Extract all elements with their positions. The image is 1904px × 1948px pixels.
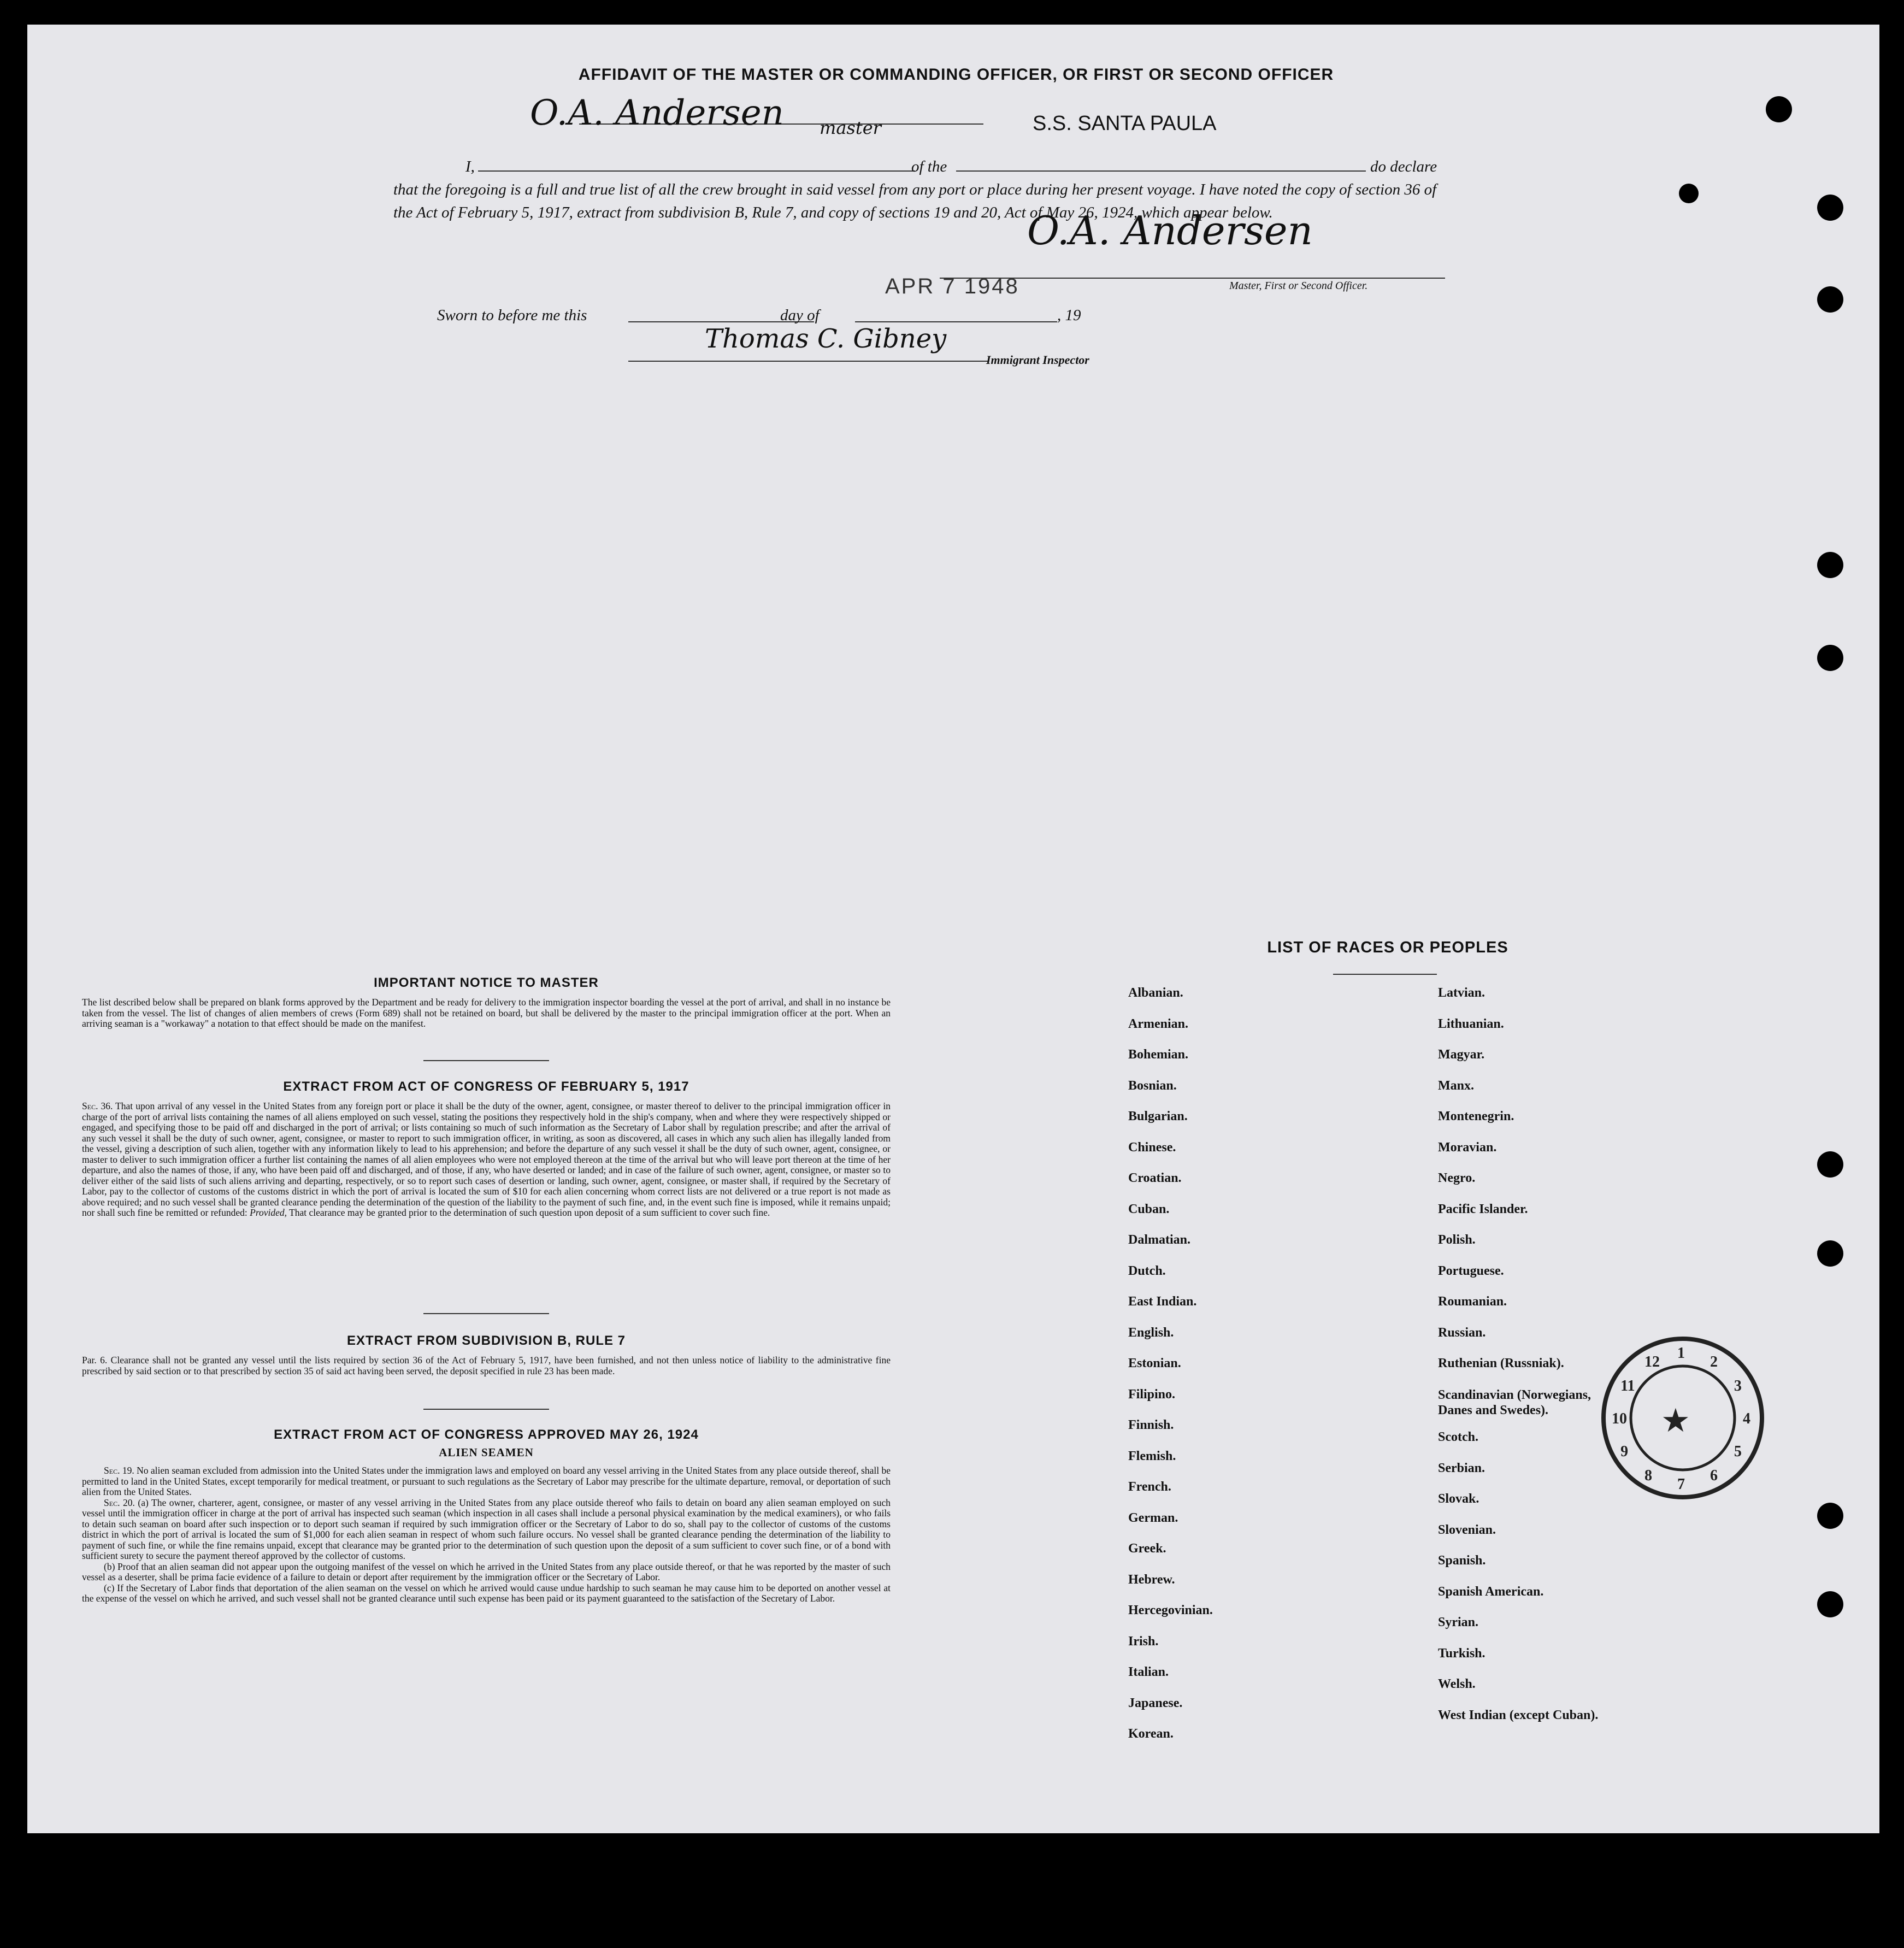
race-item: Portuguese. [1438, 1263, 1504, 1278]
extract-1924-subtitle: ALIEN SEAMEN [439, 1446, 534, 1459]
race-item: French. [1128, 1480, 1171, 1494]
postmark-digit: 12 [1644, 1353, 1660, 1371]
section-divider [423, 1313, 549, 1314]
master-caption: Master, First or Second Officer. [1229, 280, 1368, 292]
race-item: Magyar. [1438, 1047, 1485, 1062]
race-item: Korean. [1128, 1727, 1174, 1741]
race-item: Serbian. [1438, 1461, 1486, 1475]
postmark-digit: 1 [1677, 1345, 1685, 1362]
binder-hole [1817, 1503, 1843, 1529]
binder-hole [1817, 286, 1843, 313]
extract-rule7-body: Par. 6. Clearance shall not be granted any vessel until the lists required by section 36 of the Act of February 5, 1917, have been furnished, and not then unless notice of liability to the administrative fine prescribed by said section or to that prescribed by section 35 of said act having been served, the deposit specified in rule 23 has been made. [82, 1355, 891, 1376]
race-item: Spanish American. [1438, 1584, 1544, 1599]
i-label: I, [465, 158, 475, 175]
race-item: Croatian. [1128, 1171, 1182, 1185]
race-item: East Indian. [1128, 1294, 1197, 1309]
star-icon: ★ [1661, 1403, 1690, 1439]
races-title: LIST OF RACES OR PEOPLES [1267, 939, 1508, 956]
postmark-digit: 5 [1734, 1443, 1742, 1460]
postmark-digit: 2 [1710, 1353, 1718, 1371]
race-item: Bosnian. [1128, 1078, 1177, 1093]
postmark-digit: 3 [1734, 1378, 1742, 1394]
sec-20a-text: (a) The owner, charterer, agent, consignee, or master of any vessel arriving in the United States from any place outside thereof who fails to detain on board any alien seaman employed on such vessel until the immigration officer in charge at the port of arrival has inspected such seaman (which inspection in all cases shall include a personal physical examination by the medical examiners), or who fails to detain such seaman on board after such inspection or to deport such seaman if required by such immigration officer or the Secretary of Labor to do so, shall pay to the collector of customs of the customs district in which the port of arrival is located the sum of $1,000 for each alien seaman in respect of whom such failure occurs. No vessel shall be granted clearance pending the determination of the liability to payment of such fine, or while the fine remains unpaid, except that clearance may be granted prior to the determination of such question upon the deposit of a sum sufficient to cover such fine, or of a bond with sufficient surety to secure the payment thereof approved by the collector of customs. [82, 1497, 891, 1561]
sec-36-text: That upon arrival of any vessel in the United States from any foreign port or place it shall be the duty of the owner, agent, consignee, or master thereof to deliver to the principal immigration officer in charge of the port of arrival lists containing the names of all aliens employed on such vessel, stating the positions they respectively hold in the ship's company, when and where they were respectively shipped or engaged, and specifying those to be paid off and discharged in the port of arrival; or lists containing so much of such information as the Secretary of Labor shall by regulation prescribe; and after the arrival of any such vessel it shall be the duty of such owner, agent, consignee, or master to report to such immigration officer, in writing, as soon as discovered, all cases in which any such alien has illegally landed from the vessel, giving a description of such alien, together with any information likely to lead to his apprehension; and before the departure of any such vessel it shall be the duty of such owner, agent, consignee, or master to deliver to such immigration officer a further list containing the names of all alien employees who were not employed thereon at the time of the arrival but who will leave port thereon at the time of her departure, and also the names of those, if any, who have been paid off and discharged, and of those, if any, who have deserted or landed; and in case of the failure of such owner, agent, consignee, or master so to deliver either of the said lists of such aliens arriving and departing, respectively, or so to report such cases of desertion or landing, such owner, agent, consignee, or master shall, if required by the Secretary of Labor, pay to the collector of customs of the customs district in which the port of arrival is located the sum of $10 for each alien concerning whom correct lists are not delivered or a true report is not made as above required; and no such vessel shall be granted clearance pending the determination of the question of the liability to the payment of such fine, and, in the event such fine is imposed, while it remains unpaid; nor shall such fine be remitted or refunded: [82, 1100, 891, 1218]
race-item: Bohemian. [1128, 1047, 1189, 1062]
month-line [855, 321, 1057, 322]
race-item: Dutch. [1128, 1263, 1166, 1278]
sec-19 [82, 1466, 891, 1498]
race-item: Flemish. [1128, 1449, 1176, 1463]
race-item: Hercegovinian. [1128, 1603, 1213, 1617]
inspector-signature: Thomas C. Gibney [705, 323, 947, 354]
postmark-digit: 4 [1743, 1410, 1750, 1427]
section-divider [423, 1409, 549, 1410]
race-item: Bulgarian. [1128, 1109, 1188, 1123]
race-item: Polish. [1438, 1233, 1476, 1247]
sec-19-label: Sec. 19. [104, 1465, 134, 1476]
race-item: West Indian (except Cuban). [1438, 1708, 1599, 1722]
postmark-digit: 10 [1612, 1410, 1627, 1427]
race-item: Greek. [1128, 1541, 1166, 1556]
notice-body: The list described below shall be prepared on blank forms approved by the Department and be ready for delivery to the immigration inspector boarding the vessel at the port of arrival, and shall in no instance be taken from the vessel. The list of changes of alien members of crews (Form 689) shall not be retained on board, but shall be delivered by the master to the principal immigration officer at the port. When an arriving seaman is a "workaway" a notation to that effect should be made on the manifest. [82, 997, 891, 1029]
affidavit-title: AFFIDAVIT OF THE MASTER OR COMMANDING OFFICER, OR FIRST OR SECOND OFFICER [578, 66, 1334, 84]
of-the-label: of the [911, 158, 947, 175]
ship-line [956, 170, 1366, 172]
race-item: Turkish. [1438, 1646, 1486, 1661]
binder-hole [1817, 1591, 1843, 1617]
binder-hole [1817, 1151, 1843, 1178]
postmark-digit: 8 [1644, 1467, 1652, 1484]
sec-36-label: Sec. 36. [82, 1100, 113, 1111]
master-signature: O.A. Andersen [1027, 208, 1313, 254]
race-item: Filipino. [1128, 1387, 1176, 1402]
race-item: Dalmatian. [1128, 1233, 1190, 1247]
year-label: , 19 [1057, 307, 1081, 324]
race-item: Scandinavian (Norwegians, Danes and Swedes). [1438, 1387, 1591, 1417]
race-item: Lithuanian. [1438, 1016, 1504, 1031]
extract-1917-title: EXTRACT FROM ACT OF CONGRESS OF FEBRUARY 5, 1917 [283, 1079, 689, 1094]
race-item: Slovenian. [1438, 1522, 1496, 1537]
race-item: Japanese. [1128, 1696, 1183, 1710]
binder-hole [1817, 195, 1843, 221]
sec-36-text-end: That clearance may be granted prior to the determination of such question upon deposit of a sum sufficient to cover such fine. [289, 1207, 770, 1218]
binder-hole [1817, 552, 1843, 578]
race-item: Estonian. [1128, 1356, 1181, 1370]
race-item: Irish. [1128, 1634, 1159, 1649]
race-item: Spanish. [1438, 1553, 1486, 1568]
race-item: Ruthenian (Russniak). [1438, 1356, 1564, 1370]
race-item: Scotch. [1438, 1430, 1478, 1444]
binder-hole [1817, 1240, 1843, 1267]
postmark-digit: 11 [1620, 1378, 1635, 1394]
master-title-handwritten: master [820, 117, 881, 138]
sec-20a [82, 1498, 891, 1562]
race-item: Finnish. [1128, 1418, 1174, 1432]
race-item: Montenegrin. [1438, 1109, 1514, 1123]
sec-20c: (c) If the Secretary of Labor finds that deportation of the alien seaman on the vessel on which he arrived would cause undue hardship to such seaman he may cause him to be deported on another vessel at the expense of the vessel on which he arrived, and such vessel shall not be granted clearance until such expense has been paid or its payment guaranteed to the satisfaction of the Secretary of Labor. [82, 1582, 891, 1604]
race-item: Roumanian. [1438, 1294, 1507, 1309]
extract-1924-title: EXTRACT FROM ACT OF CONGRESS APPROVED MAY 26, 1924 [274, 1427, 699, 1442]
race-item: Italian. [1128, 1665, 1169, 1679]
binder-hole [1766, 96, 1792, 122]
extract-1917-body [82, 1101, 891, 1219]
race-item: Moravian. [1438, 1140, 1497, 1155]
race-item: Welsh. [1438, 1677, 1476, 1691]
day-of-label: day of [780, 307, 820, 324]
postmark-digit: 9 [1620, 1443, 1629, 1460]
affidavit-paragraph: that the foregoing is a full and true list of all the crew brought in said vessel from any port or place during her present voyage. I have noted the copy of section 36 of the Act of February 5, 1917, extract from subdivision B, Rule 7, and copy of sections 19 and 20, Act of May 26, 1924, which appear below. [393, 181, 1437, 221]
sec-20-label: Sec. 20. [104, 1497, 135, 1508]
race-item: Syrian. [1438, 1615, 1479, 1629]
race-item: Hebrew. [1128, 1572, 1175, 1587]
race-item: Latvian. [1438, 986, 1486, 1000]
extract-rule7-title: EXTRACT FROM SUBDIVISION B, RULE 7 [346, 1333, 626, 1348]
race-item: Cuban. [1128, 1202, 1170, 1216]
master-name-handwritten: O.A. Andersen [530, 93, 784, 133]
race-item: Slovak. [1438, 1492, 1479, 1506]
provided-label: Provided, [250, 1207, 287, 1218]
extract-1924-body [82, 1466, 891, 1604]
inspector-line [628, 361, 989, 362]
race-item: Negro. [1438, 1171, 1476, 1185]
sec-20b: (b) Proof that an alien seaman did not appear upon the outgoing manifest of the vessel on which he arrived in the United States from any place outside thereof, or that he was reported by the master of such vessel as a deserter, shall be prima facie evidence of a failure to detain or deport after requirement by the immigration officer or the Secretary of Labor. [82, 1561, 891, 1582]
inspector-caption: Immigrant Inspector [986, 353, 1089, 367]
ship-name: S.S. SANTA PAULA [1033, 112, 1217, 135]
races-title-rule [1333, 974, 1437, 975]
race-item: Albanian. [1128, 986, 1183, 1000]
race-item: Chinese. [1128, 1140, 1176, 1155]
race-item: Armenian. [1128, 1016, 1188, 1031]
section-divider [423, 1060, 549, 1061]
race-item: Russian. [1438, 1325, 1486, 1340]
notice-title: IMPORTANT NOTICE TO MASTER [374, 975, 599, 990]
race-item: Pacific Islander. [1438, 1202, 1528, 1216]
race-item: Manx. [1438, 1078, 1474, 1093]
binder-hole [1817, 645, 1843, 671]
postmark-digit: 7 [1677, 1476, 1685, 1493]
postmark-stamp [1601, 1336, 1765, 1500]
name-line [478, 170, 915, 172]
do-declare-label: do declare [1370, 158, 1437, 175]
race-item: German. [1128, 1510, 1178, 1525]
race-item: English. [1128, 1325, 1174, 1340]
sworn-label: Sworn to before me this [437, 307, 587, 324]
sec-19-text: No alien seaman excluded from admission into the United States under the immigration laws and employed on board any vessel arriving in the United States from any place outside thereof, shall be permitted to land in the United States, except temporarily for medical treatment, or pursuant to such regulations as the Secretary of Labor may prescribe for the ultimate departure, removal, or deportation of such alien from the United States. [82, 1465, 891, 1497]
postmark-digit: 6 [1710, 1467, 1718, 1484]
date-stamp: APR 7 1948 [885, 274, 1019, 298]
ink-blot [1679, 184, 1699, 203]
